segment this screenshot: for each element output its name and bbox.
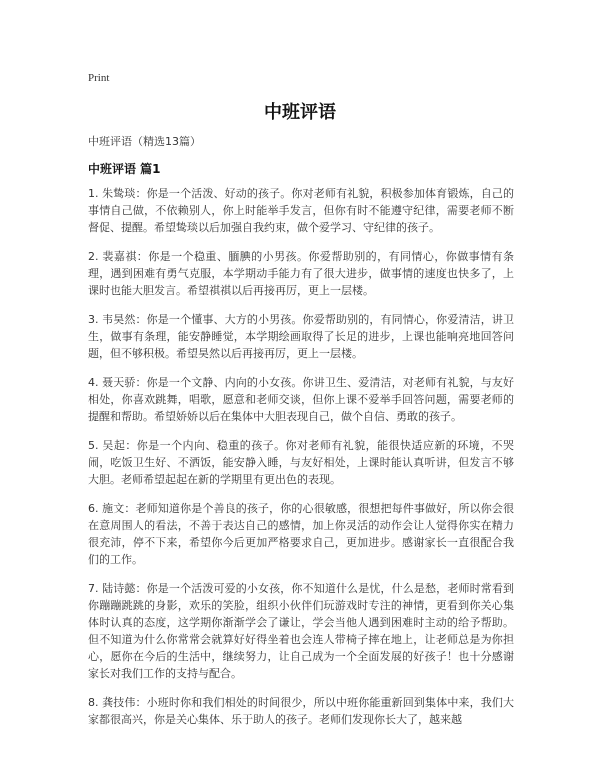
comment-entry: 7. 陆诗懿：你是一个活泼可爱的小女孩，你不知道什么是忧，什么是愁，老师时常看到你蹦蹦跳跳的身影，欢乐的笑脸，组织小伙伴们玩游戏时专注的神情，更看到你关心集体时认真的态度，这学期你渐渐学会了谦让，学会当他人遇到困难时主动的给予帮助。但不知道为什么你常常会就算好好得坐着也会连人带椅子摔在地上，让老师总是为你担心，愿你在今后的生活中，继续努力，让自己成为一个全面发展的好孩子！也十分感谢家长对我们工作的支持与配合。 [88, 582, 514, 680]
comment-entry: 6. 施文：老师知道你是个善良的孩子，你的心很敏感，很想把每件事做好，所以你会很在意周围人的看法，不善于表达自己的感情，加上你灵活的动作会让人觉得你实在精力很充沛，停不下来，希望你今后更加严格要求自己，更加进步。感谢家长一直很配合我们的工作。 [88, 502, 514, 566]
section-heading: 中班评语 篇1 [88, 162, 161, 176]
page-title: 中班评语 [264, 102, 336, 123]
comment-entry: 4. 聂天骄：你是一个文静、内向的小女孩。你讲卫生、爱清洁，对老师有礼貌，与友好相处，你喜欢跳舞，唱歌，愿意和老师交谈，但你上课不爱举手回答问题，需要老师的提醒和帮助。希望娇娇以后在集体中大胆表现自己，做个自信、勇敢的孩子。 [88, 376, 514, 423]
comment-entry: 8. 龚技伟：小班时你和我们相处的时间很少，所以中班你能重新回到集体中来，我们大家都很高兴，你是关心集体、乐于助人的孩子。老师们发现你长大了，越来越 [88, 696, 514, 726]
comment-entry: 2. 裴嘉祺：你是一个稳重、腼腆的小男孩。你爱帮助别的，有同情心，你做事情有条理，遇到困难有勇气克服，本学期动手能力有了很大进步，做事情的速度也快多了，上课时也能大胆发言。希望祺祺以后再接再厉，更上一层楼。 [88, 250, 514, 297]
comment-list [88, 185, 514, 740]
comment-entry: 1. 朱鸷琰：你是一个活泼、好动的孩子。你对老师有礼貌，积极参加体育锻炼，自己的事情自己做，不依赖别人，你上时能举手发言，但你有时不能遵守纪律，需要老师不断督促、提醒。希望鸷琰以后加强自我约束，做个爱学习、守纪律的孩子。 [88, 187, 514, 234]
comment-entry: 5. 吴起：你是一个内向、稳重的孩子。你对老师有礼貌，能很快适应新的环境，不哭闹，吃饭卫生好、不洒饭，能安静入睡，与友好相处，上课时能认真听讲，但发言不够大胆。老师希望起起在新的学期里有更出色的表现。 [88, 439, 514, 486]
print-link[interactable]: Print [88, 72, 110, 84]
comment-entry: 3. 韦昊然：你是一个懂事、大方的小男孩。你爱帮助别的，有同情心，你爱清洁，讲卫生，做事有条理，能安静睡觉，本学期绘画取得了长足的进步，上课也能响亮地回答问题，但不够积极。希望昊然以后再接再厉，更上一层楼。 [88, 313, 514, 360]
document-subtitle: 中班评语（精选13篇） [88, 135, 201, 148]
